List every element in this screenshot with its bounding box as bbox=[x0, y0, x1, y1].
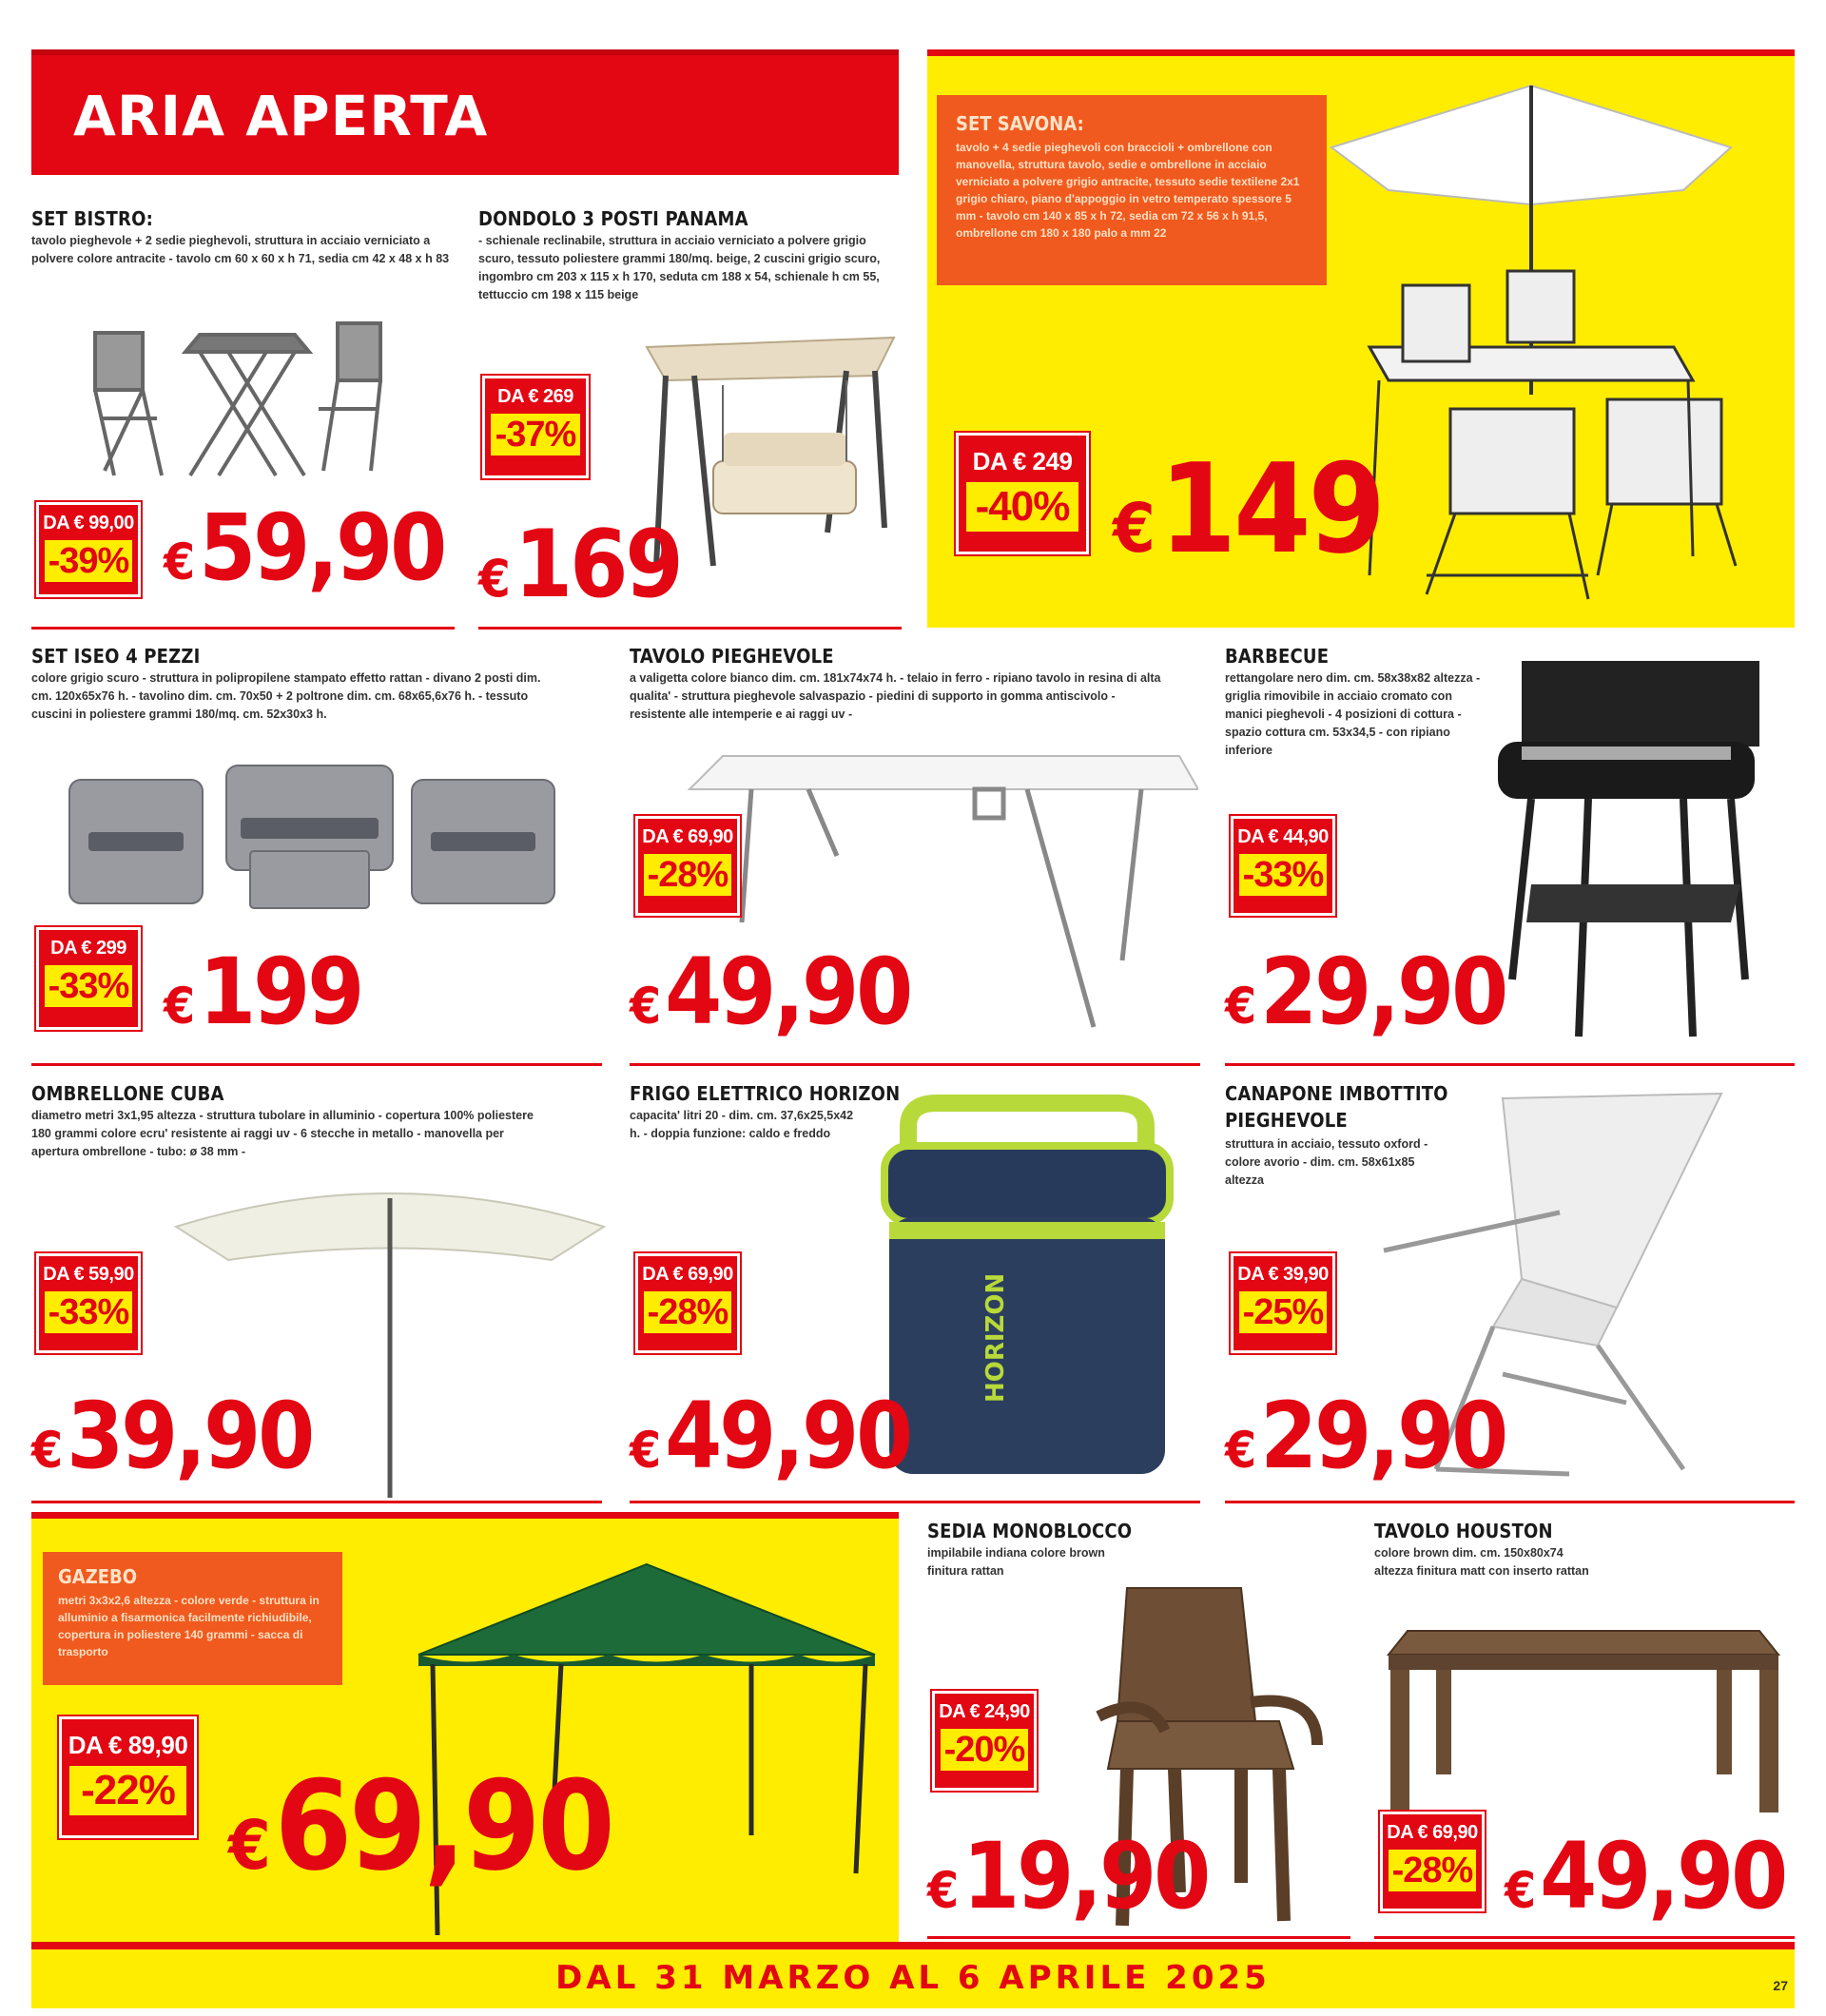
canapone-desc: struttura in acciaio, tessuto oxford - colore avorio - dim. cm. 58x61x85 altezza bbox=[1225, 1137, 1428, 1187]
canapone-name: CANAPONE IMBOTTITO bbox=[1225, 1082, 1448, 1105]
sedia-percent: -20% bbox=[941, 1729, 1028, 1771]
frigo-percent: -28% bbox=[644, 1291, 731, 1333]
savona-percent: -40% bbox=[966, 482, 1078, 532]
tavolo-desc: a valigetta colore bianco dim. cm. 181x74x74 h. - telaio in ferro - ripiano tavolo in resina di alta qualita' - struttura pieghevole salvaspazio - piedini di supporto in gomma antiscivolo - resistente alle intemperie e ai raggi uv - bbox=[630, 671, 1161, 721]
divider bbox=[31, 1501, 602, 1503]
bistro-price: €59,90 bbox=[164, 494, 445, 601]
dondolo-desc: - schienale reclinabile, struttura in acciaio verniciato a polvere grigio scuro, tessuto poliestere grammi 180/mq. beige, 2 cuscini grigio scuro, ingombro cm 203 x 115 x h 170, seduta cm 188 x 54, schienale h cm 55, tettuccio cm 198 x 115 beige bbox=[478, 234, 881, 301]
cooler-image bbox=[870, 1089, 1184, 1488]
canapone-price: €29,90 bbox=[1225, 1383, 1506, 1489]
frigo-name: FRIGO ELETTRICO HORIZON bbox=[630, 1082, 901, 1105]
divider bbox=[630, 1501, 1200, 1503]
section-header bbox=[31, 49, 899, 175]
dondolo-price: €169 bbox=[478, 511, 681, 619]
frigo-price: €49,90 bbox=[630, 1383, 911, 1489]
divider bbox=[31, 1063, 602, 1066]
iseo-desc: colore grigio scuro - struttura in polipropilene stampato effetto rattan - divano 2 posti dim. cm. 120x65x76 h. - tavolino dim. cm. 70x50 + 2 poltrone dim. cm. 68x65,6x76 h. - tessuto cuscini in poliestere grammi 180/mq. cm. 52x30x3 h. bbox=[31, 671, 541, 721]
bistro-old-price: DA € 99,00 bbox=[43, 513, 134, 533]
houston-name: TAVOLO HOUSTON bbox=[1374, 1520, 1553, 1542]
savona-old-price: DA € 249 bbox=[972, 447, 1073, 475]
savona-set-image bbox=[1312, 81, 1788, 613]
sedia-name: SEDIA MONOBLOCCO bbox=[927, 1520, 1133, 1542]
gazebo-name: GAZEBO bbox=[58, 1565, 138, 1588]
barbecue-name: BARBECUE bbox=[1225, 645, 1330, 668]
cooler-brand-label: HORIZON bbox=[981, 1272, 1010, 1403]
savona-name: SET SAVONA: bbox=[956, 112, 1084, 135]
ombrellone-percent: -33% bbox=[45, 1291, 132, 1333]
bistro-desc: tavolo pieghevole + 2 sedie pieghevoli, struttura in acciaio verniciato a polvere colore antracite - tavolo cm 60 x 60 x h 71, sedia cm 42 x 48 x h 83 bbox=[31, 234, 450, 265]
barbecue-price: €29,90 bbox=[1225, 939, 1506, 1045]
dondolo-percent: -37% bbox=[491, 414, 579, 456]
divider bbox=[630, 1063, 1200, 1066]
divider bbox=[478, 627, 902, 630]
barbecue-desc: rettangolare nero dim. cm. 58x38x82 altezza - griglia rimovibile in acciaio cromato con manici pieghevoli - 4 posizioni di cottura - spazio cottura cm. 53x34,5 - con ripiano inferiore bbox=[1225, 671, 1481, 757]
houston-old-price: DA € 69,90 bbox=[1387, 1822, 1478, 1843]
canapone-percent: -25% bbox=[1239, 1291, 1327, 1333]
section-title: ARIA APERTA bbox=[73, 84, 489, 148]
sedia-old-price: DA € 24,90 bbox=[939, 1701, 1030, 1722]
iseo-set-image bbox=[65, 761, 569, 922]
ombrellone-old-price: DA € 59,90 bbox=[43, 1264, 134, 1285]
savona-desc: tavolo + 4 sedie pieghevoli con braccioli + ombrellone con manovella, struttura tavolo, sedie e ombrellone in acciaio verniciato a polvere grigio antracite, tessuto sedie textilene 2x1 grigio chiaro, piano d'appoggio in vetro temperato spessore 5 mm - tavolo cm 140 x 85 x h 72, sedia cm 72 x 56 x h 91,5, ombrellone cm 180 x 180 palo a mm 22 bbox=[956, 141, 1300, 240]
validity-dates: DAL 31 MARZO AL 6 APRILE 2025 bbox=[555, 1959, 1271, 1997]
tavolo-price: €49,90 bbox=[630, 939, 911, 1045]
divider bbox=[1225, 1501, 1795, 1503]
barbecue-old-price: DA € 44,90 bbox=[1237, 826, 1329, 847]
gazebo-info-box bbox=[43, 1552, 342, 1685]
gazebo-discount-badge bbox=[59, 1716, 197, 1838]
canapone-discount-badge bbox=[1231, 1253, 1335, 1353]
frigo-discount-badge bbox=[635, 1253, 740, 1353]
tavolo-percent: -28% bbox=[644, 854, 731, 896]
savona-price: €149 bbox=[1113, 436, 1383, 581]
frigo-old-price: DA € 69,90 bbox=[642, 1264, 733, 1285]
iseo-price: €199 bbox=[164, 939, 362, 1045]
divider bbox=[31, 627, 455, 630]
page-number: 27 bbox=[1773, 1978, 1788, 1993]
tavolo-name: TAVOLO PIEGHEVOLE bbox=[630, 645, 834, 668]
gazebo-old-price: DA € 89,90 bbox=[68, 1731, 188, 1759]
barbecue-image bbox=[1493, 656, 1769, 1056]
houston-discount-badge bbox=[1380, 1812, 1485, 1911]
houston-price: €49,90 bbox=[1505, 1823, 1786, 1929]
canapone-old-price: DA € 39,90 bbox=[1237, 1264, 1329, 1285]
tavolo-discount-badge bbox=[635, 816, 740, 916]
canapone-name-line2: PIEGHEVOLE bbox=[1225, 1109, 1348, 1132]
dondolo-discount-badge bbox=[482, 376, 589, 478]
bistro-percent: -39% bbox=[45, 540, 132, 582]
tavolo-old-price: DA € 69,90 bbox=[642, 826, 733, 847]
dondolo-name: DONDOLO 3 POSTI PANAMA bbox=[478, 207, 748, 230]
dondolo-old-price: DA € 269 bbox=[497, 386, 573, 407]
bistro-name: SET BISTRO: bbox=[31, 207, 153, 230]
validity-footer bbox=[31, 1942, 1795, 2008]
divider bbox=[1225, 1063, 1795, 1066]
iseo-discount-badge bbox=[36, 927, 141, 1030]
houston-desc: colore brown dim. cm. 150x80x74 altezza finitura matt con inserto rattan bbox=[1374, 1546, 1589, 1578]
savona-info-box bbox=[937, 95, 1327, 285]
sedia-desc: impilabile indiana colore brown finitura rattan bbox=[927, 1546, 1105, 1578]
ombrellone-price: €39,90 bbox=[31, 1383, 313, 1489]
sedia-discount-badge bbox=[932, 1691, 1037, 1791]
barbecue-discount-badge bbox=[1231, 816, 1335, 916]
divider bbox=[927, 1936, 1350, 1939]
gazebo-desc: metri 3x3x2,6 altezza - colore verde - struttura in alluminio a fisarmonica facilmente richiudibile, copertura in poliestere 140 grammi - sacca di trasporto bbox=[58, 1594, 320, 1658]
houston-percent: -28% bbox=[1389, 1850, 1476, 1891]
ombrellone-discount-badge bbox=[36, 1253, 141, 1353]
ombrellone-desc: diametro metri 3x1,95 altezza - struttura tubolare in alluminio - copertura 100% poliestere 180 grammi colore ecru' resistente ai raggi uv - 6 stecche in metallo - manovella per apertura ombrellone - tubo: ø 38 mm - bbox=[31, 1109, 534, 1158]
sedia-price: €19,90 bbox=[927, 1823, 1209, 1929]
bistro-set-image bbox=[86, 314, 390, 485]
savona-discount-badge bbox=[956, 433, 1089, 554]
houston-table-image bbox=[1379, 1626, 1788, 1816]
gazebo-percent: -22% bbox=[69, 1766, 185, 1815]
iseo-name: SET ISEO 4 PEZZI bbox=[31, 645, 201, 668]
iseo-percent: -33% bbox=[45, 965, 132, 1007]
divider bbox=[1374, 1936, 1795, 1939]
bistro-discount-badge bbox=[36, 502, 141, 597]
frigo-desc: capacita' litri 20 - dim. cm. 37,6x25,5x42 h. - doppia funzione: caldo e freddo bbox=[630, 1109, 854, 1140]
gazebo-price: €69,90 bbox=[228, 1754, 612, 1898]
iseo-old-price: DA € 299 bbox=[50, 938, 126, 959]
barbecue-percent: -33% bbox=[1239, 854, 1327, 896]
ombrellone-name: OMBRELLONE CUBA bbox=[31, 1082, 224, 1105]
